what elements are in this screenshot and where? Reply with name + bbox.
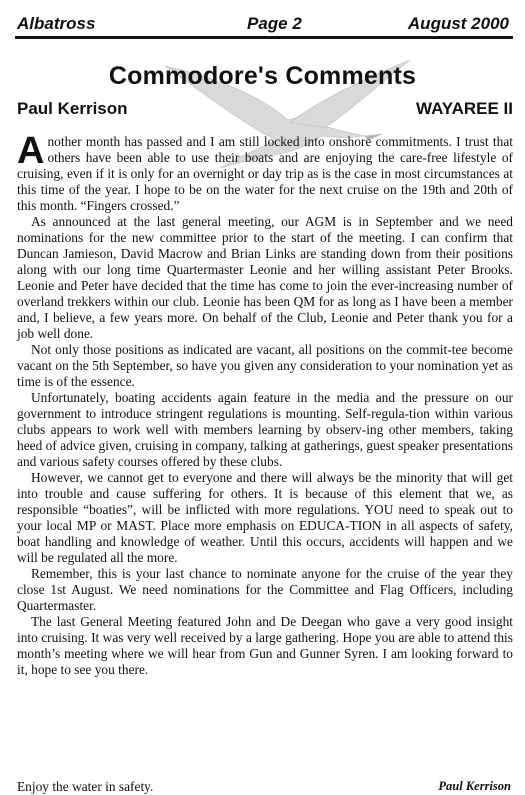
page-header [15, 6, 513, 39]
paragraph-7: The last General Meeting featured John and De Deegan who gave a very good insight into cruising. It was very well received by a large gathering. Hope you are able to attend this month’s meeting where we will hear from Gun and Gunner Syren. I am looking forward to it, hope to see you there. [17, 614, 513, 677]
article-body [17, 130, 513, 678]
page-number: Page 2 [247, 14, 302, 33]
newsletter-name: Albatross [17, 14, 96, 33]
paragraph-1: Another month has passed and I am still locked into onshore commitments. I trust that others have been able to use their boats and are enjoying the care-free lifestyle of cruising, even if it is only for an overnight or day trip as is the case in most circumstances at this time of the year. I hope to be on the water for the next cruise on the 19th and 20th of this month. “Fingers crossed.” [17, 130, 513, 213]
author-name: Paul Kerrison [17, 99, 128, 118]
paragraph-6: Remember, this is your last chance to nominate anyone for the cruise of the year they close 1st August. We need nominations for the Committee and Flag Officers, including Quartermaster. [17, 566, 513, 613]
paragraph-5: However, we cannot get to everyone and there will always be the minority that will get into trouble and cause suffering for others. It is because of this element that we, as responsible “boaties”, will be inflicted with more regulations. YOU need to speak out to your local MP or MAST. Place more emphasis on EDUCA-TION in all aspects of safety, boat handling and knowledge of weather. Until this occurs, accidents will happen and we will be regulated all the more. [17, 470, 513, 565]
paragraph-3: Not only those positions as indicated are vacant, all positions on the commit-tee become vacant on the 5th September, so have you given any consideration to your nomination yet as time is of the essence. [17, 342, 513, 389]
signature: Paul Kerrison [438, 779, 511, 793]
paragraph-2: As announced at the last general meeting, our AGM is in September and we need nominations for the new committee prior to the start of the meeting. I can confirm that Duncan Jamieson, David Macrow and Brian Links are standing down from their positions along with our long time Quartermaster Leonie and her willing assistant Peter Brooks. Leonie and Peter have decided that the time has come to join the ever-increasing number of overland trekkers within our club. Leonie has been QM for as long as I have been a member and, I believe, a few years more. On behalf of the Club, Leonie and Peter thank you for a job well done. [17, 214, 513, 341]
issue-date: August 2000 [407, 14, 509, 33]
drop-cap: A [17, 130, 45, 172]
article-title: Commodore's Comments [108, 62, 417, 90]
closing-text: Enjoy the water in safety. [17, 779, 154, 794]
boat-name: WAYAREE II [415, 99, 513, 118]
closing-line [17, 779, 513, 795]
paragraph-4: Unfortunately, boating accidents again feature in the media and the pressure on our government to introduce stringent regulations is mounting. Self-regula-tion within various clubs appears to work well with members learning by observ-ing other members, taking heed of advice given, cruising in company, talking at gatherings, guest speaker presentations and various safety courses offered by these clubs. [17, 390, 513, 469]
